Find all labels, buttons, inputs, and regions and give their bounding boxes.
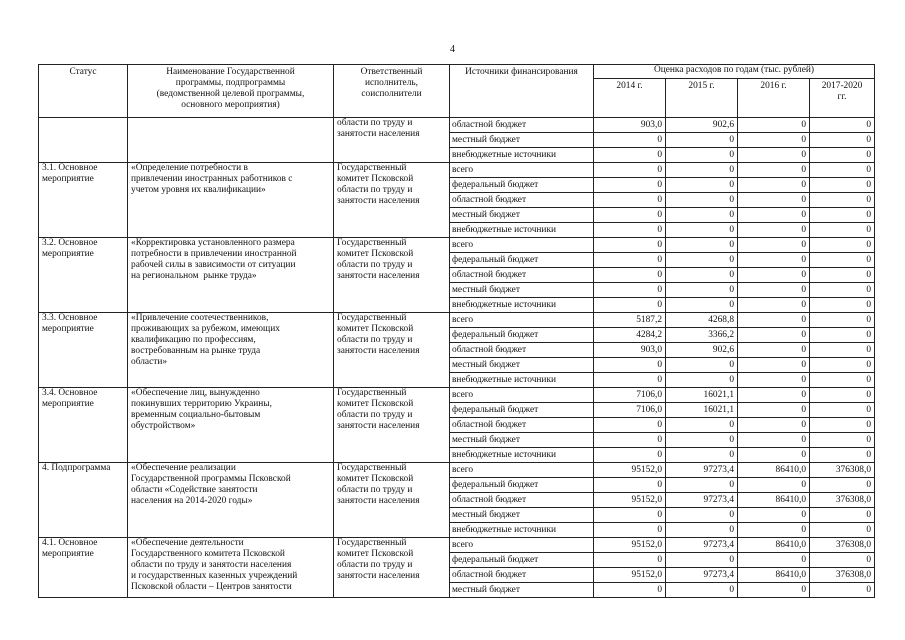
expense-value: 902,6 (666, 343, 738, 358)
expense-value: 0 (594, 223, 666, 238)
expense-value: 0 (738, 373, 810, 388)
expense-value: 0 (594, 133, 666, 148)
expense-value: 0 (810, 178, 875, 193)
expense-value: 0 (738, 448, 810, 463)
row-status: 3.3. Основное мероприятие (39, 313, 128, 388)
expense-value: 0 (666, 478, 738, 493)
expense-value: 0 (738, 388, 810, 403)
expense-value: 0 (738, 238, 810, 253)
expense-value: 0 (738, 223, 810, 238)
header-year-2016: 2016 г. (738, 78, 810, 118)
funding-source: местный бюджет (450, 358, 594, 373)
expense-value: 0 (666, 133, 738, 148)
expense-value: 4284,2 (594, 328, 666, 343)
expense-value: 0 (594, 283, 666, 298)
funding-source: федеральный бюджет (450, 478, 594, 493)
expense-value: 0 (810, 373, 875, 388)
expense-value: 376308,0 (810, 493, 875, 508)
expense-value: 0 (738, 508, 810, 523)
expense-value: 376308,0 (810, 538, 875, 553)
expense-value: 0 (666, 583, 738, 598)
funding-source: областной бюджет (450, 568, 594, 583)
expense-value: 0 (594, 163, 666, 178)
expense-value: 0 (738, 163, 810, 178)
expense-value: 0 (738, 358, 810, 373)
expense-value: 0 (666, 223, 738, 238)
expense-value: 0 (666, 448, 738, 463)
funding-source: местный бюджет (450, 133, 594, 148)
table-row (39, 463, 875, 478)
expense-value: 0 (666, 298, 738, 313)
table-body (39, 118, 875, 598)
funding-source: областной бюджет (450, 193, 594, 208)
row-program-name: «Обеспечение реализации Государственной программы Псковской области «Содействие занятости населения на 2014-2020 годы» (128, 463, 334, 538)
funding-source: всего (450, 238, 594, 253)
row-status: 3.2. Основное мероприятие (39, 238, 128, 313)
expense-value: 7106,0 (594, 388, 666, 403)
expense-value: 0 (810, 283, 875, 298)
row-program-name: «Привлечение соотечественников, проживающих за рубежом, имеющих квалификацию по профессиям, востребованным на рынке труда области» (128, 313, 334, 388)
row-responsible: Государственный комитет Псковской области по труду и занятости населения (334, 163, 450, 238)
expense-value: 0 (594, 478, 666, 493)
expense-value: 0 (594, 253, 666, 268)
expense-value: 0 (666, 238, 738, 253)
expense-value: 0 (738, 193, 810, 208)
expense-value: 376308,0 (810, 463, 875, 478)
expense-value: 0 (738, 433, 810, 448)
expense-value: 0 (738, 523, 810, 538)
header-sources: Источники финансирования (450, 65, 594, 118)
expense-value: 0 (810, 523, 875, 538)
expense-value: 0 (666, 553, 738, 568)
expense-value: 0 (594, 373, 666, 388)
row-responsible: области по труду и занятости населения (334, 118, 450, 163)
expense-value: 0 (810, 238, 875, 253)
expense-value: 0 (666, 148, 738, 163)
header-expenses: Оценка расходов по годам (тыс. рублей) (594, 65, 875, 79)
table-row (39, 118, 875, 133)
expense-value: 16021,1 (666, 403, 738, 418)
expense-value: 0 (810, 208, 875, 223)
expense-value: 376308,0 (810, 568, 875, 583)
row-responsible: Государственный комитет Псковской области по труду и занятости населения (334, 388, 450, 463)
funding-source: всего (450, 538, 594, 553)
row-responsible: Государственный комитет Псковской области по труду и занятости населения (334, 238, 450, 313)
expense-value: 902,6 (666, 118, 738, 133)
expense-value: 0 (594, 298, 666, 313)
expense-value: 7106,0 (594, 403, 666, 418)
expense-value: 0 (594, 553, 666, 568)
expense-value: 97273,4 (666, 493, 738, 508)
funding-source: областной бюджет (450, 493, 594, 508)
expense-value: 95152,0 (594, 493, 666, 508)
expense-value: 0 (810, 133, 875, 148)
expense-value: 0 (594, 148, 666, 163)
row-program-name: «Определение потребности в привлечении иностранных работников с учетом уровня их квалификации» (128, 163, 334, 238)
funding-source: внебюджетные источники (450, 298, 594, 313)
expense-value: 86410,0 (738, 568, 810, 583)
expense-value: 0 (738, 253, 810, 268)
funding-source: областной бюджет (450, 268, 594, 283)
funding-source: всего (450, 388, 594, 403)
expense-value: 5187,2 (594, 313, 666, 328)
expense-value: 0 (666, 418, 738, 433)
header-responsible: Ответственный исполнитель, соисполнители (334, 65, 450, 118)
funding-source: местный бюджет (450, 508, 594, 523)
row-status: 3.1. Основное мероприятие (39, 163, 128, 238)
expense-value: 0 (666, 208, 738, 223)
expense-value: 0 (810, 223, 875, 238)
funding-source: всего (450, 463, 594, 478)
expense-value: 0 (738, 328, 810, 343)
expense-value: 0 (594, 418, 666, 433)
row-program-name: «Обеспечение деятельности Государственного комитета Псковской области по труду и занятости населения и государственных казенных учреждений Псковской области – Центров занятости (128, 538, 334, 598)
funding-source: областной бюджет (450, 343, 594, 358)
header-name: Наименование Государственной программы, подпрограммы (ведомственной целевой программы, основного мероприятия) (128, 65, 334, 118)
expense-value: 95152,0 (594, 463, 666, 478)
funding-source: внебюджетные источники (450, 523, 594, 538)
expense-value: 16021,1 (666, 388, 738, 403)
funding-source: федеральный бюджет (450, 328, 594, 343)
header-year-2017-2020: 2017-2020 гг. (810, 78, 875, 118)
expense-value: 0 (594, 358, 666, 373)
expense-value: 86410,0 (738, 463, 810, 478)
funding-source: местный бюджет (450, 208, 594, 223)
row-status: 4. Подпрограмма (39, 463, 128, 538)
expense-value: 95152,0 (594, 568, 666, 583)
row-status (39, 118, 128, 163)
expense-value: 0 (738, 268, 810, 283)
funding-source: федеральный бюджет (450, 253, 594, 268)
expense-value: 0 (666, 253, 738, 268)
expense-value: 0 (666, 193, 738, 208)
expense-value: 0 (738, 298, 810, 313)
expense-value: 97273,4 (666, 568, 738, 583)
expense-value: 0 (594, 433, 666, 448)
expense-value: 0 (666, 163, 738, 178)
expense-value: 0 (810, 253, 875, 268)
expense-value: 903,0 (594, 118, 666, 133)
expense-value: 0 (810, 553, 875, 568)
expense-value: 903,0 (594, 343, 666, 358)
expense-value: 0 (594, 583, 666, 598)
expense-value: 0 (738, 403, 810, 418)
expense-value: 0 (594, 238, 666, 253)
funding-source: местный бюджет (450, 583, 594, 598)
header-status: Статус (39, 65, 128, 118)
expense-value: 3366,2 (666, 328, 738, 343)
expense-value: 0 (594, 193, 666, 208)
expense-value: 0 (738, 343, 810, 358)
funding-source: федеральный бюджет (450, 553, 594, 568)
table-row (39, 238, 875, 253)
funding-source: всего (450, 163, 594, 178)
expense-value: 0 (810, 508, 875, 523)
table-row (39, 538, 875, 553)
expense-value: 0 (738, 118, 810, 133)
funding-source: местный бюджет (450, 283, 594, 298)
expense-value: 0 (810, 268, 875, 283)
expense-value: 0 (738, 178, 810, 193)
expense-value: 0 (594, 208, 666, 223)
row-program-name (128, 118, 334, 163)
expense-value: 97273,4 (666, 463, 738, 478)
expense-value: 86410,0 (738, 493, 810, 508)
expense-value: 0 (594, 448, 666, 463)
expense-value: 95152,0 (594, 538, 666, 553)
expense-value: 0 (666, 283, 738, 298)
expense-value: 0 (810, 298, 875, 313)
expense-value: 4268,8 (666, 313, 738, 328)
expense-value: 0 (738, 283, 810, 298)
expense-value: 0 (810, 343, 875, 358)
expense-value: 0 (738, 313, 810, 328)
funding-source: всего (450, 313, 594, 328)
expense-value: 0 (666, 508, 738, 523)
expense-value: 0 (810, 358, 875, 373)
funding-source: внебюджетные источники (450, 223, 594, 238)
funding-source: местный бюджет (450, 433, 594, 448)
expense-value: 0 (666, 178, 738, 193)
row-responsible: Государственный комитет Псковской области по труду и занятости населения (334, 538, 450, 598)
expense-value: 86410,0 (738, 538, 810, 553)
expense-value: 0 (810, 328, 875, 343)
funding-source: областной бюджет (450, 118, 594, 133)
expense-value: 0 (810, 118, 875, 133)
row-program-name: «Обеспечение лиц, вынужденно покинувших территорию Украины, временным социально-бытовым обустройством» (128, 388, 334, 463)
expense-value: 0 (594, 523, 666, 538)
row-responsible: Государственный комитет Псковской области по труду и занятости населения (334, 313, 450, 388)
expense-value: 0 (810, 418, 875, 433)
header-year-2015: 2015 г. (666, 78, 738, 118)
expense-value: 0 (738, 583, 810, 598)
expense-value: 0 (738, 208, 810, 223)
expense-value: 0 (810, 148, 875, 163)
expense-value: 0 (738, 148, 810, 163)
funding-source: внебюджетные источники (450, 448, 594, 463)
funding-source: внебюджетные источники (450, 148, 594, 163)
expense-value: 0 (810, 403, 875, 418)
expense-value: 0 (810, 478, 875, 493)
expenses-table (38, 64, 875, 598)
funding-source: областной бюджет (450, 418, 594, 433)
row-status: 3.4. Основное мероприятие (39, 388, 128, 463)
expense-value: 0 (810, 313, 875, 328)
expense-value: 0 (666, 268, 738, 283)
expense-value: 0 (738, 478, 810, 493)
expense-value: 0 (594, 508, 666, 523)
table-row (39, 163, 875, 178)
expense-value: 0 (666, 433, 738, 448)
expense-value: 0 (810, 583, 875, 598)
table-row (39, 313, 875, 328)
expense-value: 0 (666, 358, 738, 373)
row-responsible: Государственный комитет Псковской области по труду и занятости населения (334, 463, 450, 538)
expense-value: 0 (810, 193, 875, 208)
funding-source: федеральный бюджет (450, 403, 594, 418)
expense-value: 0 (810, 448, 875, 463)
page-number: 4 (450, 44, 455, 55)
expense-value: 0 (594, 178, 666, 193)
funding-source: федеральный бюджет (450, 178, 594, 193)
header-year-2014: 2014 г. (594, 78, 666, 118)
expense-value: 0 (810, 388, 875, 403)
row-program-name: «Корректировка установленного размера потребности в привлечении иностранной рабочей силы в зависимости от ситуации на региональном рынке труда» (128, 238, 334, 313)
funding-source: внебюджетные источники (450, 373, 594, 388)
expense-value: 0 (810, 433, 875, 448)
table-row (39, 388, 875, 403)
expense-value: 0 (738, 418, 810, 433)
expense-value: 0 (666, 523, 738, 538)
expense-value: 97273,4 (666, 538, 738, 553)
expense-value: 0 (666, 373, 738, 388)
row-status: 4.1. Основное мероприятие (39, 538, 128, 598)
expense-value: 0 (810, 163, 875, 178)
expense-value: 0 (594, 268, 666, 283)
expense-value: 0 (738, 133, 810, 148)
expense-value: 0 (738, 553, 810, 568)
